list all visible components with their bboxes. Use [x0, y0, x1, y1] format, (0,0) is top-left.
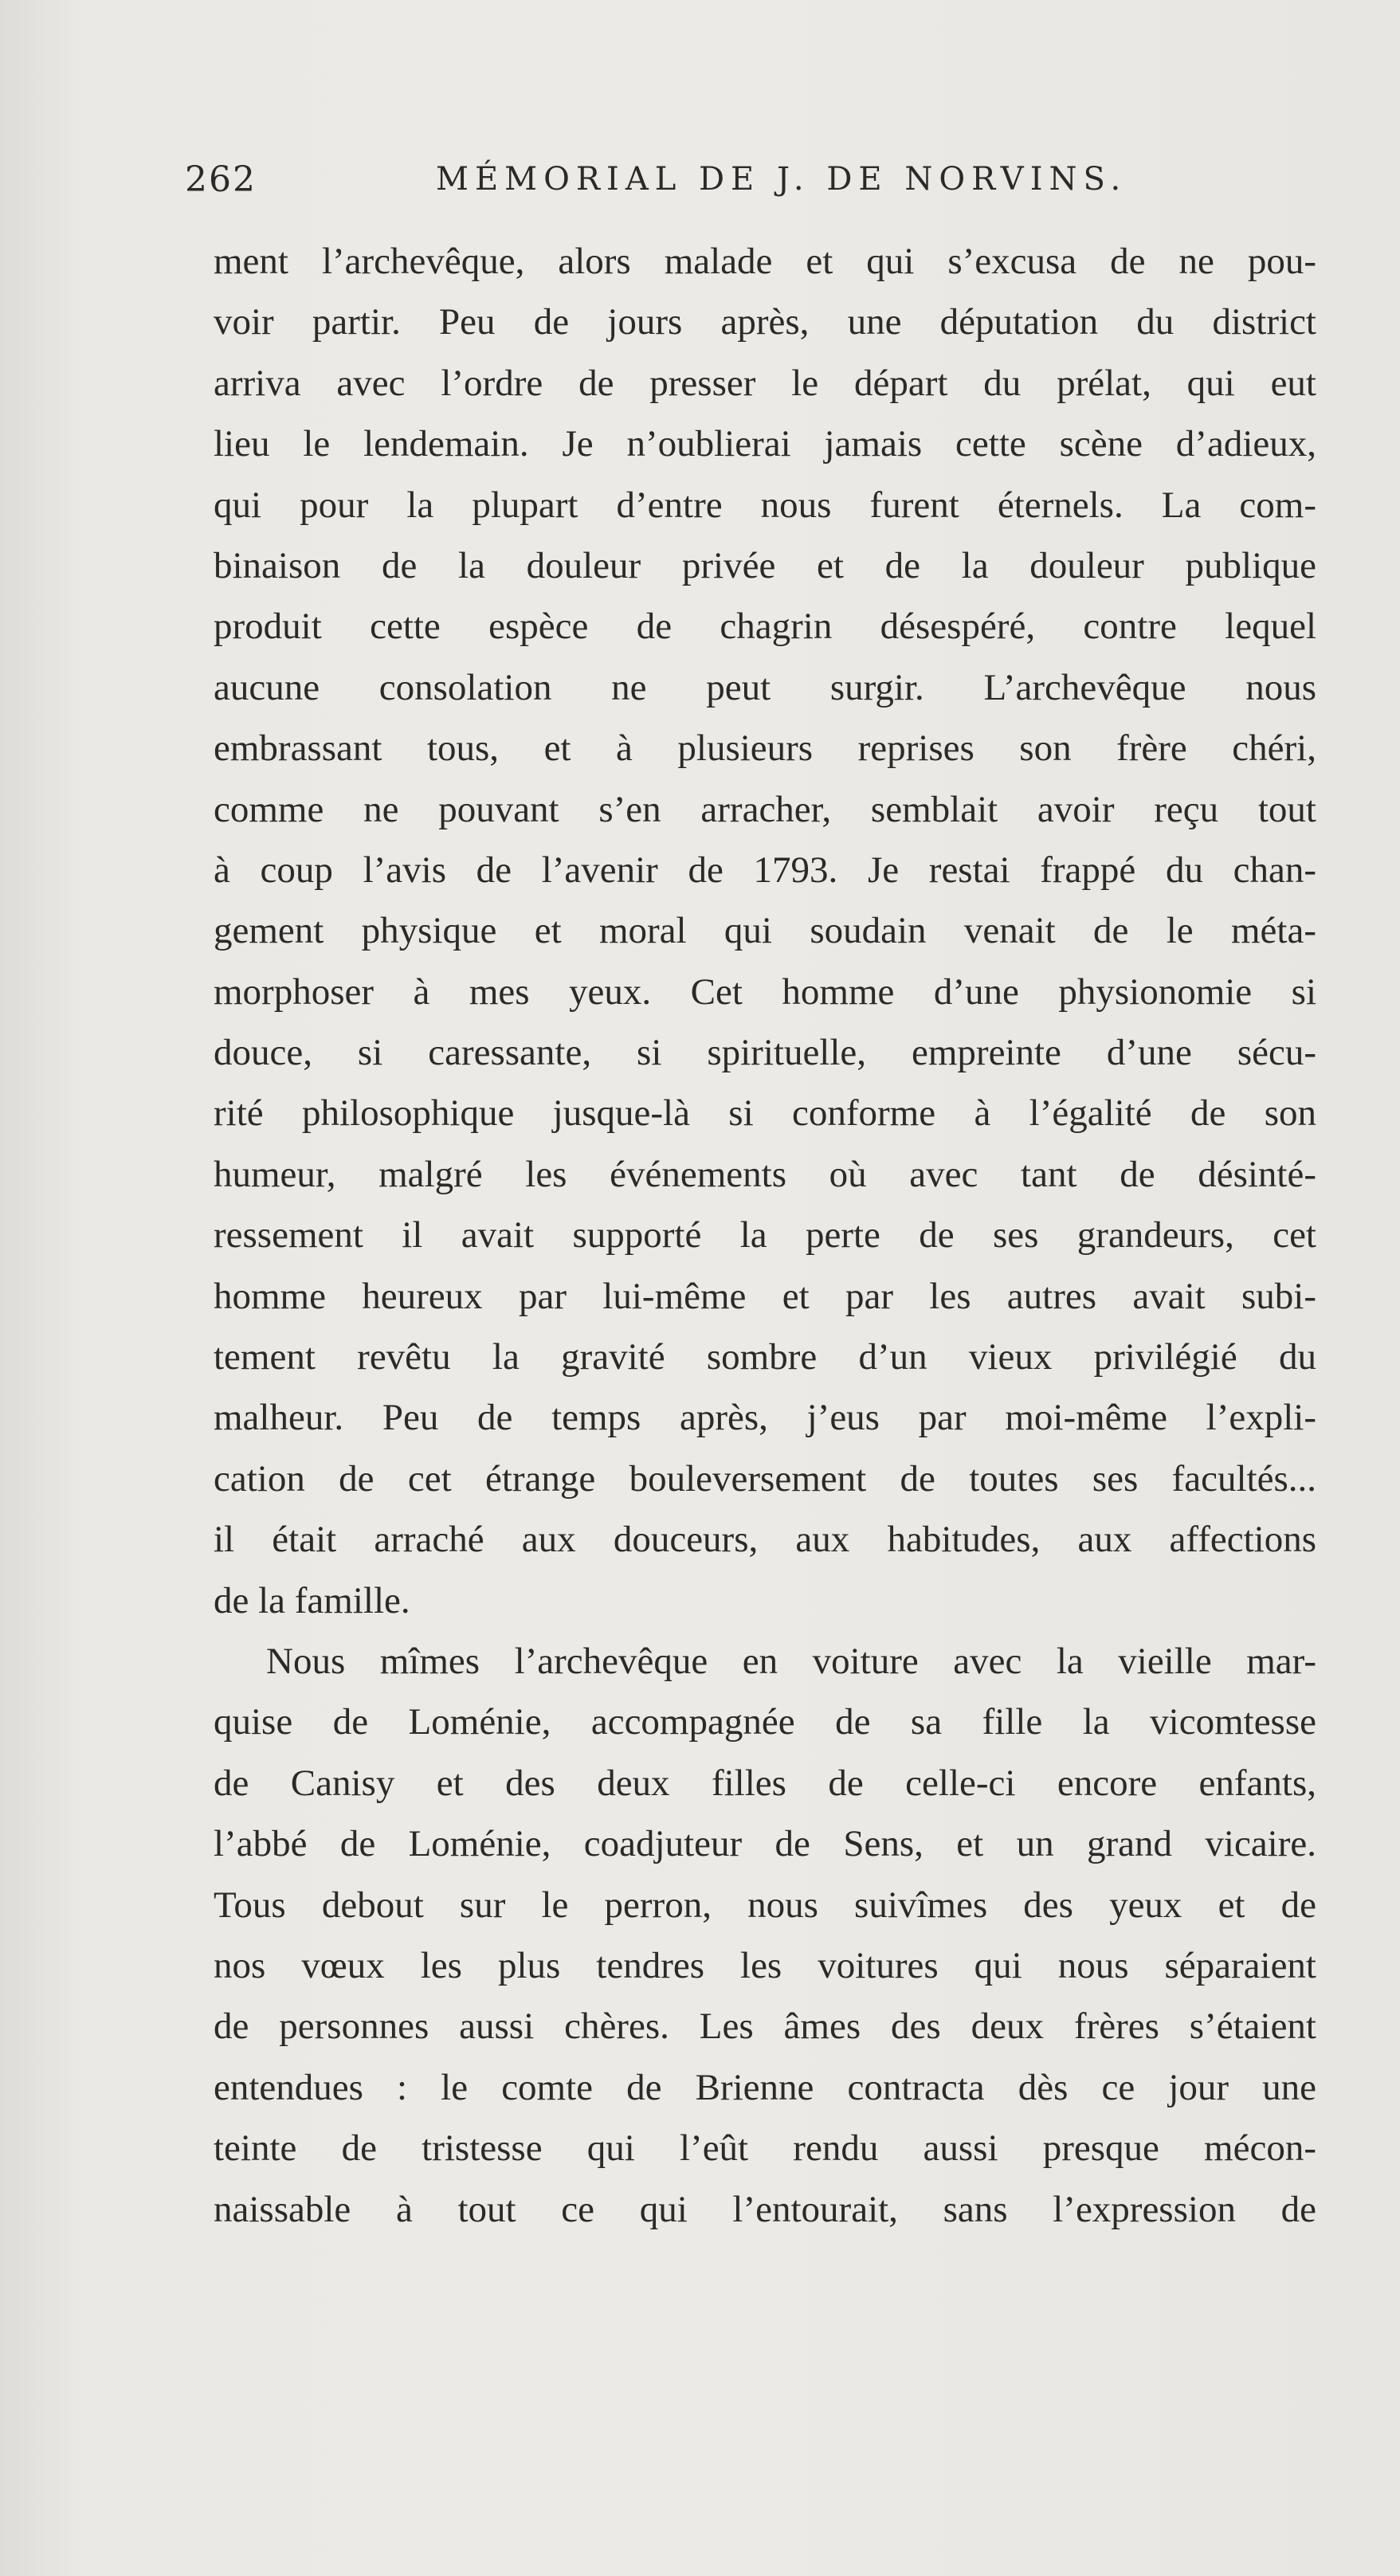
text-line: gement physique et moral qui soudain venait de le méta- — [214, 910, 1316, 952]
text-line: produit cette espèce de chagrin désespéré, contre lequel — [214, 606, 1316, 648]
text-line: teinte de tristesse qui l’eût rendu aussi presque mécon- — [214, 2127, 1316, 2170]
text-line: ressement il avait supporté la perte de ses grandeurs, cet — [214, 1214, 1316, 1257]
text-line: tement revêtu la gravité sombre d’un vieux privilégié du — [214, 1336, 1316, 1378]
text-line: lieu le lendemain. Je n’oublierai jamais cette scène d’adieux, — [214, 423, 1316, 465]
text-line: de personnes aussi chères. Les âmes des deux frères s’étaient — [214, 2006, 1316, 2048]
text-line: Tous debout sur le perron, nous suivîmes des yeux et de — [214, 1884, 1316, 1926]
text-line: rité philosophique jusque-là si conforme à l’égalité de son — [214, 1092, 1316, 1135]
paragraph-end-line: de la famille. — [214, 1579, 410, 1621]
text-line: arriva avec l’ordre de presser le départ du prélat, qui eut — [214, 362, 1316, 404]
text-line: naissable à tout ce qui l’entourait, sans l’expression de — [214, 2188, 1316, 2230]
text-line: douce, si caressante, si spirituelle, empreinte d’une sécu- — [214, 1032, 1316, 1074]
text-line: voir partir. Peu de jours après, une députation du district — [214, 301, 1316, 343]
text-line: ment l’archevêque, alors malade et qui s’excusa de ne pou- — [214, 241, 1316, 282]
text-line: morphoser à mes yeux. Cet homme d’une physionomie si — [214, 970, 1316, 1013]
body-text — [214, 231, 1316, 2240]
text-line: homme heureux par lui-même et par les autres avait subi- — [214, 1275, 1316, 1317]
text-line: à coup l’avis de l’avenir de 1793. Je restai frappé du chan- — [214, 849, 1316, 891]
running-head — [185, 159, 1316, 207]
text-line: qui pour la plupart d’entre nous furent éternels. La com- — [214, 484, 1316, 526]
text-line: embrassant tous, et à plusieurs reprises son frère chéri, — [214, 727, 1316, 770]
text-line: il était arraché aux douceurs, aux habitudes, aux affections — [214, 1519, 1316, 1561]
text-line: cation de cet étrange bouleversement de toutes ses facultés... — [214, 1457, 1316, 1500]
running-title: MÉMORIAL DE J. DE NORVINS. — [436, 161, 1127, 198]
text-line: de Canisy et des deux filles de celle-ci encore enfants, — [214, 1762, 1316, 1804]
text-line: humeur, malgré les événements où avec tant de désinté- — [214, 1153, 1316, 1195]
text-line: malheur. Peu de temps après, j’eus par moi-même l’expli- — [214, 1397, 1316, 1439]
text-line: binaison de la douleur privée et de la douleur publique — [214, 544, 1316, 586]
text-line: comme ne pouvant s’en arracher, semblait avoir reçu tout — [214, 788, 1316, 830]
text-line: l’abbé de Loménie, coadjuteur de Sens, et un grand vicaire. — [214, 1823, 1316, 1865]
text-line: aucune consolation ne peut surgir. L’archevêque nous — [214, 666, 1316, 708]
text-line: quise de Loménie, accompagnée de sa fille la vicomtesse — [214, 1701, 1316, 1743]
paragraph-start-line: Nous mîmes l’archevêque en voiture avec la vieille mar- — [266, 1640, 1316, 1682]
text-line: nos vœux les plus tendres les voitures qui nous séparaient — [214, 1944, 1316, 1986]
page-number: 262 — [185, 159, 257, 200]
text-line: entendues : le comte de Brienne contracta dès ce jour une — [214, 2066, 1316, 2108]
